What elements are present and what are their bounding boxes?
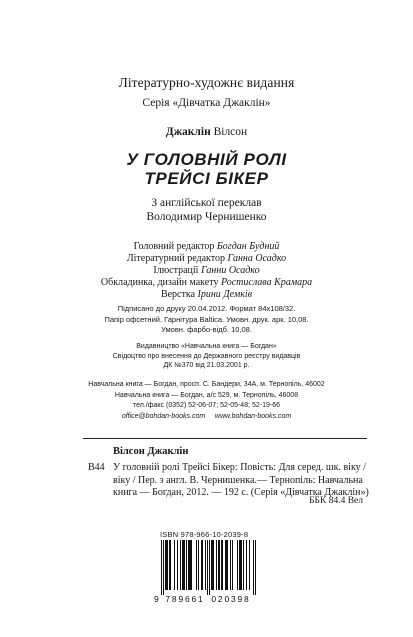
publisher-addresses [0,380,413,422]
barcode-bar [180,540,181,590]
address-line: Навчальна книга — Богдан, а/с 529, м. Тернопіль, 46008 [114,391,299,399]
barcode-bar [230,540,231,590]
translation-credit: З англійської переклав [151,197,262,209]
print-spec-line: Папір офсетний. Гарнітура Baltica. Умовн. друк. арк. 10,08. [104,314,309,324]
barcode-bar [243,540,244,590]
barcode-bar [177,540,178,590]
barcode-bar [216,540,217,590]
address-line: Навчальна книга — Богдан, просп. С. Бандери, 34А, м. Тернопіль, 46002 [88,381,325,388]
barcode-bar [201,540,202,590]
barcode-bar [239,540,240,590]
barcode-bar [184,540,185,590]
credit-line [0,253,413,265]
credit-role: Головний редактор [133,241,215,252]
barcode-bar [225,540,226,590]
barcode-bar [240,540,241,590]
barcode-bar [198,540,199,590]
barcode-digit-first: 9 [154,594,161,604]
author-line [0,126,413,138]
website-link[interactable]: www.bohdan-books.com [214,412,292,420]
print-spec-line: Підписано до друку 20.04.2012. Формат 84х108/32. [117,304,296,313]
credit-name: Ірини Демків [197,289,253,300]
credit-name: Ганна Осадко [227,253,287,264]
barcode-bar [249,540,250,590]
barcode-bar [167,540,168,590]
bibliographic-code: В44 [88,462,105,473]
bibliographic-description [113,462,368,500]
print-spec-line: Умовн. фарбо-відб. 10,08. [161,325,252,334]
barcode-bar [232,540,233,590]
barcode-bar [211,540,212,590]
barcode-bar [191,540,192,590]
barcode-digits-left: 789661 [165,594,205,604]
barcode-bar [186,540,187,590]
barcode-bar [213,540,214,590]
isbn-number: ISBN 978-966-10-2039-8 [160,530,249,539]
publisher-line: ДК №370 від 21.03.2001 р. [163,362,250,369]
author-first-name: Джаклін [165,126,211,138]
barcode-bar [218,540,219,590]
barcode-digits-right: 020398 [211,594,251,604]
credit-role: Ілюстрації [153,265,199,276]
bibliographic-line: віку / Пер. з англ. В. Чернишенка.— Тернопіль: Навчальна [113,474,363,486]
barcode-bar [163,540,164,595]
credit-line [0,277,413,289]
publisher-line: Свідоцтво про внесення до Державного реєстру видавців [112,352,301,360]
barcode-bar [212,540,213,590]
barcode-bar [170,540,171,590]
author-last-name: Вілсон [213,126,248,138]
publisher-info [0,342,413,371]
barcode-bar [190,540,191,590]
credit-line [0,289,413,301]
bibliographic-line: У головній ролі Трейсі Бікер: Повість: Для серед. шк. віку / [113,462,366,473]
barcode-bar [196,540,197,590]
barcode-bar [174,540,175,590]
barcode-bar [161,540,162,595]
bbk-classification: ББК 84.4 Вел [309,496,363,506]
barcode-bar [253,540,254,595]
phone-line: тел./факс (0352) 52-06-07; 52-05-48; 52-19-66 [132,402,281,409]
barcode-bar [222,540,223,590]
divider-line [83,438,367,439]
print-specs [0,304,413,336]
bibliographic-line: книга — Богдан, 2012. — 192 с. (Серія «Дівчатка Джаклін») [113,487,369,498]
barcode-bar [166,540,167,590]
credit-role: Літературний редактор [126,253,225,264]
barcode-bar [182,540,183,590]
barcode-bar [246,540,247,590]
credit-name: Ганни Осадко [200,265,260,276]
credits-block [0,241,413,301]
barcode-bar [227,540,228,590]
credit-name: Богдан Будний [216,241,280,252]
ean13-barcode [150,540,262,604]
barcode-bar [221,540,222,590]
book-title-line-1: У ГОЛОВНІЙ РОЛІ [126,150,287,169]
genre-line: Літературно-художнє видання [118,75,295,90]
bibliographic-author: Вілсон Джаклін [113,446,189,457]
barcode-bar [205,540,206,590]
contact-line [0,412,413,423]
email-link[interactable]: office@bohdan-books.com [121,412,206,420]
barcode-bar [189,540,190,590]
barcode-bar [209,540,210,595]
credit-line [0,265,413,277]
credit-line [0,241,413,253]
book-title-line-2: ТРЕЙСІ БІКЕР [144,169,269,188]
translator-name: Володимир Чернишенко [146,211,267,223]
barcode-bar [202,540,203,590]
barcode-bar [255,540,256,595]
credit-role: Обкладинка, дизайн макету [100,277,219,288]
barcode-bar [237,540,238,590]
publisher-line: Видавництво «Навчальна книга — Богдан» [136,343,277,350]
barcode-bar [241,540,242,590]
barcode-bar [188,540,189,590]
barcode-bar [226,540,227,590]
credit-role: Верстка [160,289,196,300]
barcode-bar [169,540,170,590]
barcode-bar [165,540,166,590]
barcode-bar [183,540,184,590]
series-line: Серія «Дівчатка Джаклін» [142,97,271,109]
credit-name: Ростислава Крамара [220,277,313,288]
barcode-bar [207,540,208,595]
barcode-bar [219,540,220,590]
